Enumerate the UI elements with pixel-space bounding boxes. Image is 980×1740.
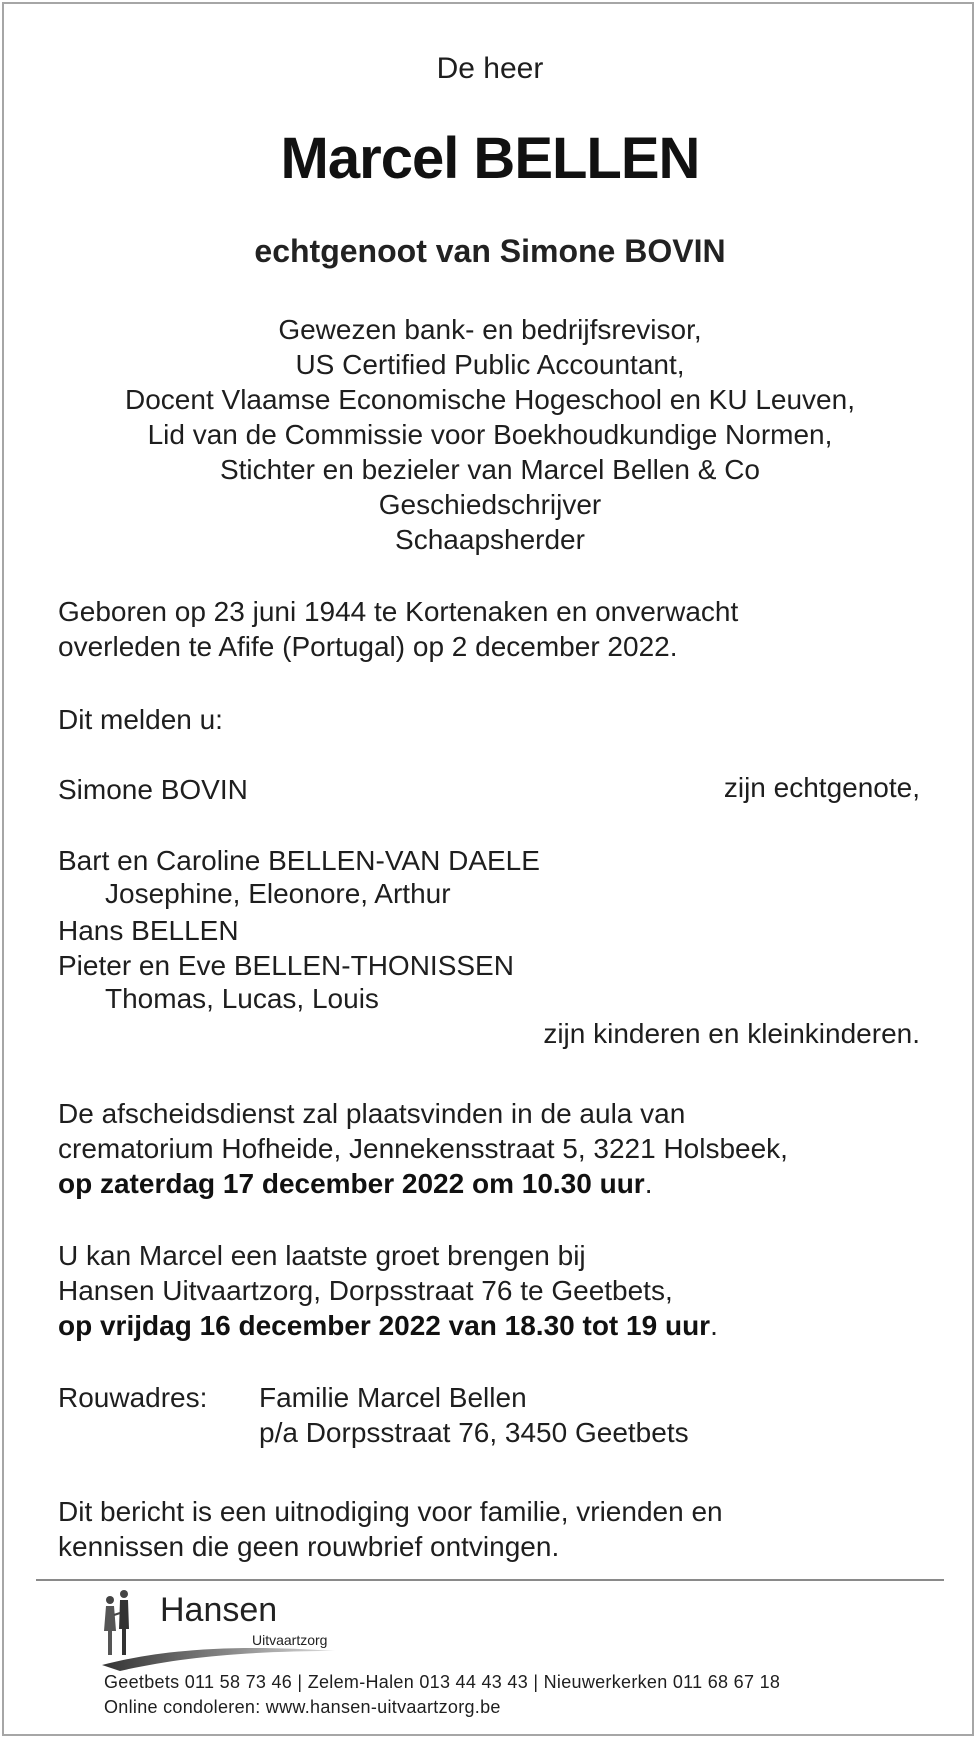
death-line: overleden te Afife (Portugal) op 2 december 2022. [58, 631, 678, 662]
address-line: p/a Dorpsstraat 76, 3450 Geetbets [259, 1417, 689, 1448]
children-relation: zijn kinderen en kleinkinderen. [543, 1018, 920, 1049]
child-family-3: Pieter en Eve BELLEN-THONISSEN [58, 950, 514, 981]
service-datetime: op zaterdag 17 december 2022 om 10.30 uur. [58, 1168, 653, 1199]
role-line: Lid van de Commissie voor Boekhoudkundige Normen, [147, 419, 833, 450]
deceased-name: Marcel BELLEN [280, 126, 700, 191]
spouse-line: echtgenoot van Simone BOVIN [254, 233, 726, 269]
footer-online: Online condoleren: www.hansen-uitvaartzorg.be [104, 1697, 501, 1717]
role-line: Stichter en bezieler van Marcel Bellen & Co [219, 454, 761, 485]
service-paragraph [58, 1096, 788, 1201]
child-family-1: Bart en Caroline BELLEN-VAN DAELE [58, 845, 540, 876]
footer-phones: Geetbets 011 58 73 46 | Zelem-Halen 013 44 43 43 | Nieuwerkerken 011 68 67 18 [104, 1672, 781, 1692]
logo-subtitle: Uitvaartzorg [252, 1632, 328, 1648]
child-family-2: Hans BELLEN [58, 915, 239, 946]
spouse-relation: zijn echtgenote, [723, 772, 920, 803]
hansen-logo [100, 1585, 360, 1675]
role-line: Geschiedschrijver [378, 489, 602, 520]
roles-list [0, 312, 980, 557]
visit-line: U kan Marcel een laatste groet brengen bij [58, 1240, 586, 1271]
grandchildren-1: Josephine, Eleonore, Arthur [105, 878, 451, 909]
birth-line: Geboren op 23 juni 1944 te Kortenaken en onverwacht [58, 596, 739, 627]
role-line: Schaapsherder [395, 524, 585, 555]
role-line: Docent Vlaamse Economische Hogeschool en KU Leuven, [125, 384, 855, 415]
announce-line: Dit melden u: [58, 704, 223, 735]
logo-name: Hansen [160, 1591, 278, 1629]
service-line: De afscheidsdienst zal plaatsvinden in de aula van [58, 1098, 686, 1129]
divider [36, 1579, 944, 1581]
visit-paragraph [58, 1238, 718, 1343]
visit-line: Hansen Uitvaartzorg, Dorpsstraat 76 te Geetbets, [58, 1275, 673, 1306]
title-prefix: De heer [436, 52, 544, 85]
notice-line: kennissen die geen rouwbrief ontvingen. [58, 1531, 560, 1562]
role-line: US Certified Public Accountant, [295, 349, 685, 380]
grandchildren-3: Thomas, Lucas, Louis [105, 983, 379, 1014]
service-line: crematorium Hofheide, Jennekensstraat 5, 3221 Holsbeek, [58, 1133, 788, 1164]
address-line: Familie Marcel Bellen [259, 1382, 527, 1413]
birth-death-paragraph [58, 594, 738, 664]
notice-line: Dit bericht is een uitnodiging voor familie, vrienden en [58, 1496, 723, 1527]
address-label: Rouwadres: [58, 1382, 208, 1413]
role-line: Gewezen bank- en bedrijfsrevisor, [278, 314, 702, 345]
spouse-name: Simone BOVIN [58, 774, 248, 805]
visit-datetime: op vrijdag 16 december 2022 van 18.30 tot 19 uur. [58, 1310, 718, 1341]
address-block [259, 1380, 689, 1450]
notice-paragraph [58, 1494, 723, 1564]
